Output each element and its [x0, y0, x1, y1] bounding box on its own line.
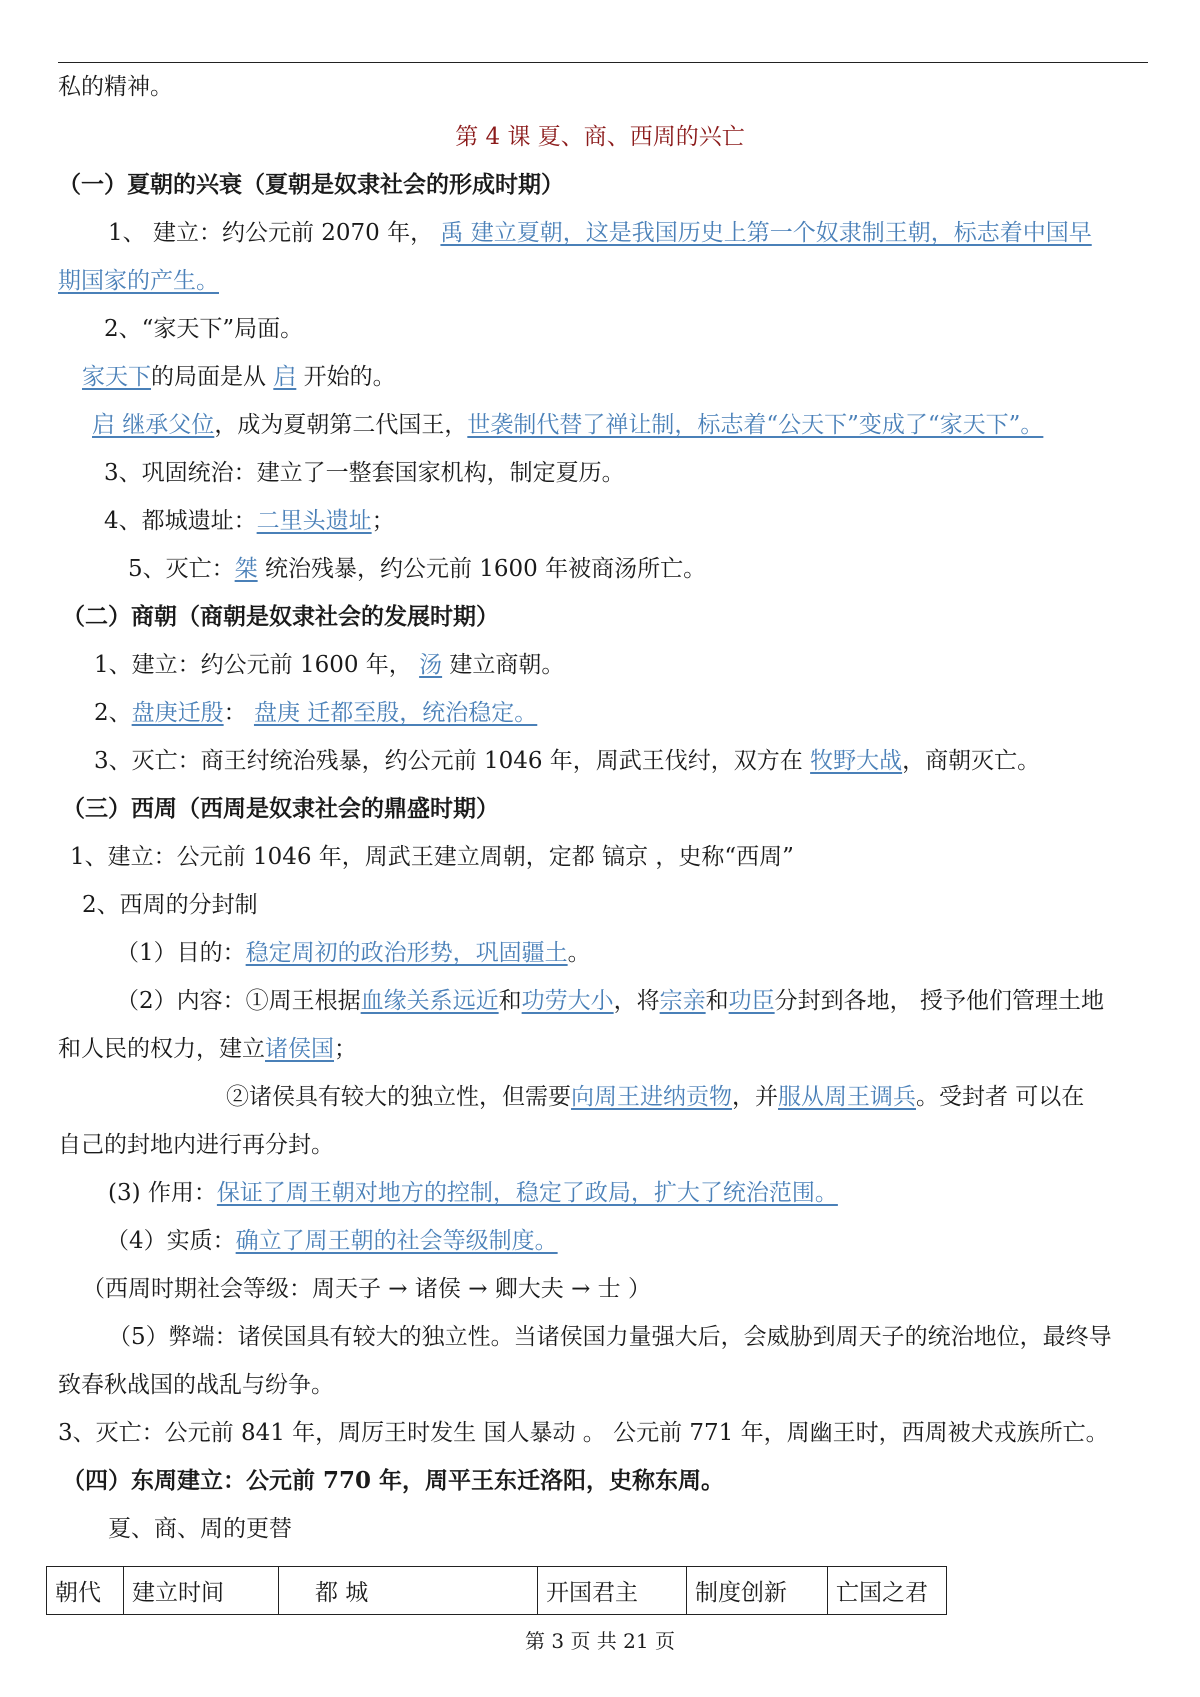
- table-header-cell: 亡国之君: [828, 1567, 947, 1615]
- table-header-cell: 建立时间: [124, 1567, 279, 1615]
- s3-point-3: (3) 作用：保证了周王朝对地方的控制，稳定了政局，扩大了统治范围。: [108, 1180, 838, 1206]
- s1-item-2: 2、“家天下”局面。: [104, 316, 304, 342]
- blank-answer: 确立了周王朝的社会等级制度。: [235, 1228, 558, 1254]
- blank-answer: 盘庚迁殷: [131, 700, 224, 726]
- blank-answer: 服从周王调兵: [778, 1084, 916, 1110]
- s1-item-1-line-1: 1、 建立：约公元前 2070 年， 禹 建立夏朝，这是我国历史上第一个奴隶制王朝，标志着中国早: [108, 220, 1092, 246]
- s3-point-2-line-1: （2）内容：①周王根据血缘关系远近和功劳大小，将宗亲和功臣分封到各地， 授予他们管理土地: [116, 988, 1104, 1014]
- s3-item-2: 2、西周的分封制: [82, 892, 258, 918]
- dynasty-table: [46, 1566, 947, 1615]
- blank-answer: 桀: [234, 556, 258, 582]
- s2-item-1: 1、建立：约公元前 1600 年， 汤 建立商朝。: [94, 652, 565, 678]
- section-1-heading: （一）夏朝的兴衰（夏朝是奴隶社会的形成时期）: [58, 171, 564, 198]
- blank-answer: 血缘关系远近: [360, 988, 499, 1014]
- s3-point-2-line-2: 和人民的权力，建立诸侯国；: [58, 1036, 357, 1062]
- s3-item-1: 1、建立：公元前 1046 年，周武王建立周朝，定都 镐京 ，史称“西周”: [70, 844, 794, 870]
- blank-answer: 世袭制代替了禅让制，标志着“公天下”变成了“家天下”。: [467, 412, 1044, 438]
- table-header-cell: 朝代: [47, 1567, 124, 1615]
- s2-item-3: 3、灭亡：商王纣统治残暴，约公元前 1046 年，周武王伐纣，双方在 牧野大战，商朝灭亡。: [94, 748, 1041, 774]
- s2-item-2: 2、盘庚迁殷： 盘庚 迁都至殷，统治稳定。: [94, 700, 538, 726]
- s1-item-2-line-a: 家天下的局面是从 启 开始的。: [82, 364, 396, 390]
- table-header-cell: 制度创新: [687, 1567, 828, 1615]
- social-ranks-line: （西周时期社会等级：周天子 → 诸侯 → 卿大夫 → 士 ）: [82, 1276, 651, 1302]
- blank-answer: 家天下: [82, 364, 151, 390]
- blank-answer: 二里头遗址: [256, 508, 372, 534]
- s1-item-4: 4、都城遗址：二里头遗址；: [104, 508, 395, 534]
- blank-answer: 功劳大小: [521, 988, 614, 1014]
- blank-answer: 稳定周初的政治形势，巩固疆土: [245, 940, 568, 966]
- top-rule: [58, 62, 1148, 63]
- blank-answer: 向周王进纳贡物: [571, 1084, 732, 1110]
- page-footer: 第 3 页 共 21 页: [525, 1629, 675, 1653]
- s1-item-5: 5、灭亡：桀 统治残暴，约公元前 1600 年被商汤所亡。: [128, 556, 707, 582]
- s3-point-4: （4）实质：确立了周王朝的社会等级制度。: [106, 1228, 558, 1254]
- blank-answer: 保证了周王朝对地方的控制，稳定了政局，扩大了统治范围。: [216, 1180, 838, 1206]
- lesson-title: 第 4 课 夏、商、西周的兴亡: [455, 124, 745, 150]
- blank-answer: 盘庚 迁都至殷，统治稳定。: [253, 700, 538, 726]
- blank-answer: 启: [273, 364, 297, 390]
- section-2-heading: （二）商朝（商朝是奴隶社会的发展时期）: [62, 603, 499, 630]
- continued-text: 私的精神。: [58, 74, 173, 100]
- table-header-cell: 都 城: [279, 1567, 538, 1615]
- s1-item-3: 3、巩固统治：建立了一整套国家机构，制定夏历。: [104, 460, 625, 486]
- blank-answer: 禹 建立夏朝，这是我国历史上第一个奴隶制王朝，标志着中国早: [440, 220, 1092, 246]
- table-caption: 夏、商、周的更替: [108, 1516, 292, 1542]
- blank-answer: 期国家的产生。: [58, 268, 219, 294]
- blank-answer: 汤: [419, 652, 443, 678]
- section-3-heading: （三）西周（西周是奴隶社会的鼎盛时期）: [62, 795, 499, 822]
- blank-answer: 启 继承父位: [92, 412, 215, 438]
- blank-answer: 牧野大战: [810, 748, 903, 774]
- blank-answer: 宗亲: [659, 988, 706, 1014]
- blank-answer: 功臣: [728, 988, 775, 1014]
- section-4-heading: （四）东周建立：公元前 770 年，周平王东迁洛阳，史称东周。: [62, 1467, 725, 1494]
- s3-point-5-line-1: （5）弊端：诸侯国具有较大的独立性。当诸侯国力量强大后，会威胁到周天子的统治地位，最终导: [108, 1324, 1112, 1350]
- s3-point-1: （1）目的：稳定周初的政治形势，巩固疆土。: [116, 940, 591, 966]
- s3-point-2b-line-2: 自己的封地内进行再分封。: [58, 1132, 334, 1158]
- s1-item-2-line-b: 启 继承父位，成为夏朝第二代国王，世袭制代替了禅让制，标志着“公天下”变成了“家天下”。: [92, 412, 1044, 438]
- s3-point-5-line-2: 致春秋战国的战乱与纷争。: [58, 1372, 334, 1398]
- s1-item-1-line-2: [58, 266, 219, 296]
- table-header-row: [47, 1567, 947, 1615]
- table-header-cell: 开国君主: [538, 1567, 687, 1615]
- s3-point-2b-line-1: ②诸侯具有较大的独立性，但需要向周王进纳贡物，并服从周王调兵。受封者 可以在: [226, 1084, 1085, 1110]
- s3-item-3: 3、灭亡：公元前 841 年，周厉王时发生 国人暴动 。 公元前 771 年，周幽王时，西周被犬戎族所亡。: [58, 1420, 1109, 1446]
- blank-answer: 诸侯国: [265, 1036, 334, 1062]
